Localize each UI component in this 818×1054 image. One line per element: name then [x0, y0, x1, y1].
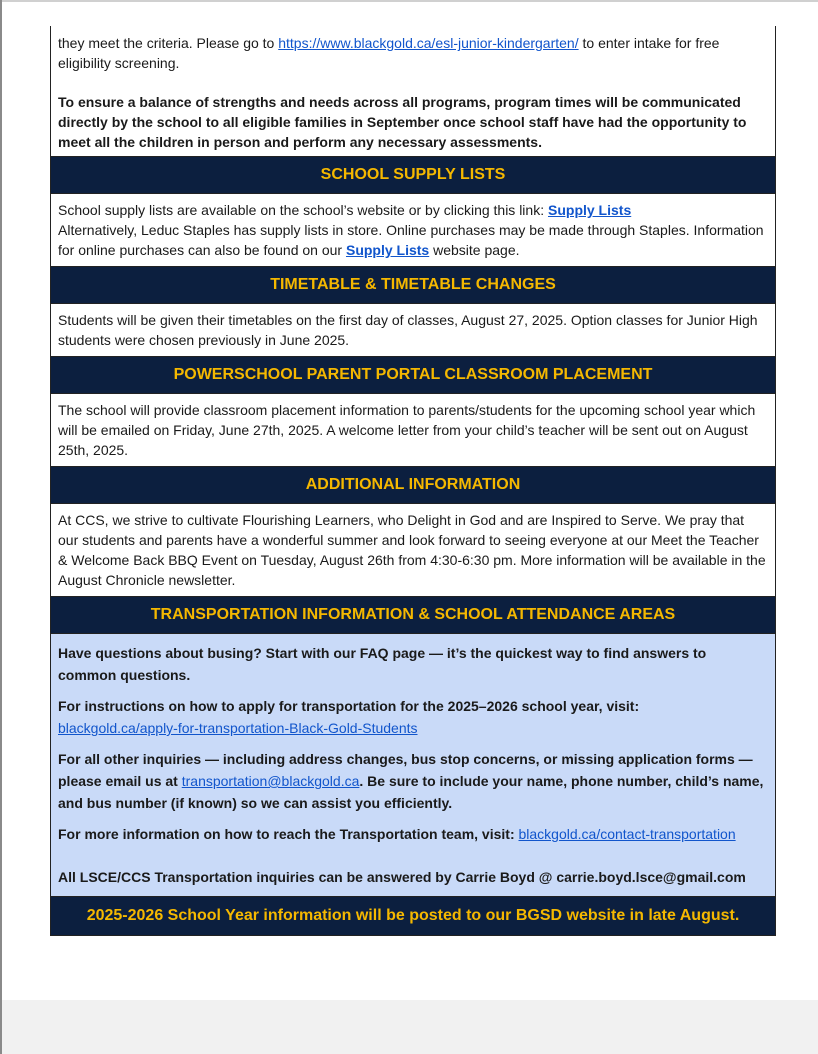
- additional-heading: ADDITIONAL INFORMATION: [51, 467, 775, 504]
- supply-cell: [51, 194, 775, 267]
- inquiries-text-1: For all other inquiries — including address changes, bus stop concerns, or missing application forms — please email us at: [58, 751, 753, 789]
- timetable-text: Students will be given their timetables on the first day of classes, August 27, 2025. Option classes for Junior High students were chosen previously in June 2025.: [58, 312, 758, 348]
- powerschool-cell: [51, 394, 775, 467]
- timetable-cell: [51, 304, 775, 357]
- intro-text: they meet the criteria. Please go to: [58, 35, 279, 51]
- powerschool-heading: POWERSCHOOL PARENT PORTAL CLASSROOM PLACEMENT: [51, 357, 775, 394]
- footer-banner: 2025-2026 School Year information will be posted to our BGSD website in late August.: [51, 897, 775, 935]
- program-times-note: To ensure a balance of strengths and needs across all programs, program times will be communicated directly by the school to all eligible families in September once school staff have had the opportunity to meet all the children in person and perform any necessary assessments.: [58, 94, 747, 150]
- transportation-cell: [51, 634, 775, 897]
- supply-lists-link-1[interactable]: Supply Lists: [548, 202, 632, 218]
- intro-cell: [51, 26, 775, 157]
- page-top-edge: [0, 0, 818, 2]
- inquiries-text-2: . Be sure to include your name, phone number, child’s name, and bus number (if known) so we can assist you efficiently.: [58, 773, 764, 811]
- timetable-heading: TIMETABLE & TIMETABLE CHANGES: [51, 267, 775, 304]
- supply-lists-link-2[interactable]: Supply Lists: [345, 242, 430, 258]
- page-left-edge: [0, 0, 2, 1054]
- additional-text: At CCS, we strive to cultivate Flourishing Learners, who Delight in God and are Inspired to Serve. We pray that our students and parents have a wonderful summer and look forward to seeing everyone at our Meet the Teacher & Welcome Back BBQ Event on Tuesday, August 26th from 4:30-6:30 pm. More information will be available in the August Chronicle newsletter.: [58, 512, 766, 588]
- additional-cell: [51, 504, 775, 597]
- lsce-contact-text: All LSCE/CCS Transportation inquiries can be answered by Carrie Boyd @ carrie.boyd.lsce@gmail.com: [58, 869, 746, 885]
- contact-transportation-link[interactable]: blackgold.ca/contact-transportation: [518, 826, 736, 842]
- apply-paragraph: [58, 695, 767, 739]
- intro-tail-text: to enter intake for free eligibility screening.: [58, 35, 720, 71]
- supply-text-1: School supply lists are available on the school’s website or by clicking this link:: [58, 202, 548, 218]
- supply-text-3: website page.: [429, 242, 520, 258]
- apply-transportation-link[interactable]: blackgold.ca/apply-for-transportation-Black-Gold-Students: [58, 720, 418, 736]
- apply-text: For instructions on how to apply for transportation for the 2025–2026 school year, visit:: [58, 698, 640, 714]
- contact-paragraph: [58, 823, 767, 845]
- supply-text-2: Alternatively, Leduc Staples has supply lists in store. Online purchases may be made through Staples. Information for online purchases can also be found on our: [58, 222, 764, 258]
- inquiries-paragraph: [58, 748, 767, 814]
- contact-text: For more information on how to reach the Transportation team, visit:: [58, 826, 519, 842]
- powerschool-text: The school will provide classroom placement information to parents/students for the upcoming school year which will be emailed on Friday, June 27th, 2025. A welcome letter from your child’s teacher will be sent out on August 25th, 2025.: [58, 402, 756, 458]
- transportation-heading: TRANSPORTATION INFORMATION & SCHOOL ATTENDANCE AREAS: [51, 597, 775, 634]
- supply-paragraph: [58, 200, 767, 260]
- supply-heading: SCHOOL SUPPLY LISTS: [51, 157, 775, 194]
- intro-paragraph: [58, 33, 767, 73]
- school-info-table: [50, 26, 776, 936]
- faq-text: Have questions about busing? Start with our FAQ page — it’s the quickest way to find answers to common questions.: [58, 645, 707, 683]
- esl-jk-link[interactable]: https://www.blackgold.ca/esl-junior-kindergarten/: [278, 35, 579, 51]
- transportation-email-link[interactable]: transportation@blackgold.ca: [181, 773, 360, 789]
- page-bottom-gap: [2, 1000, 818, 1054]
